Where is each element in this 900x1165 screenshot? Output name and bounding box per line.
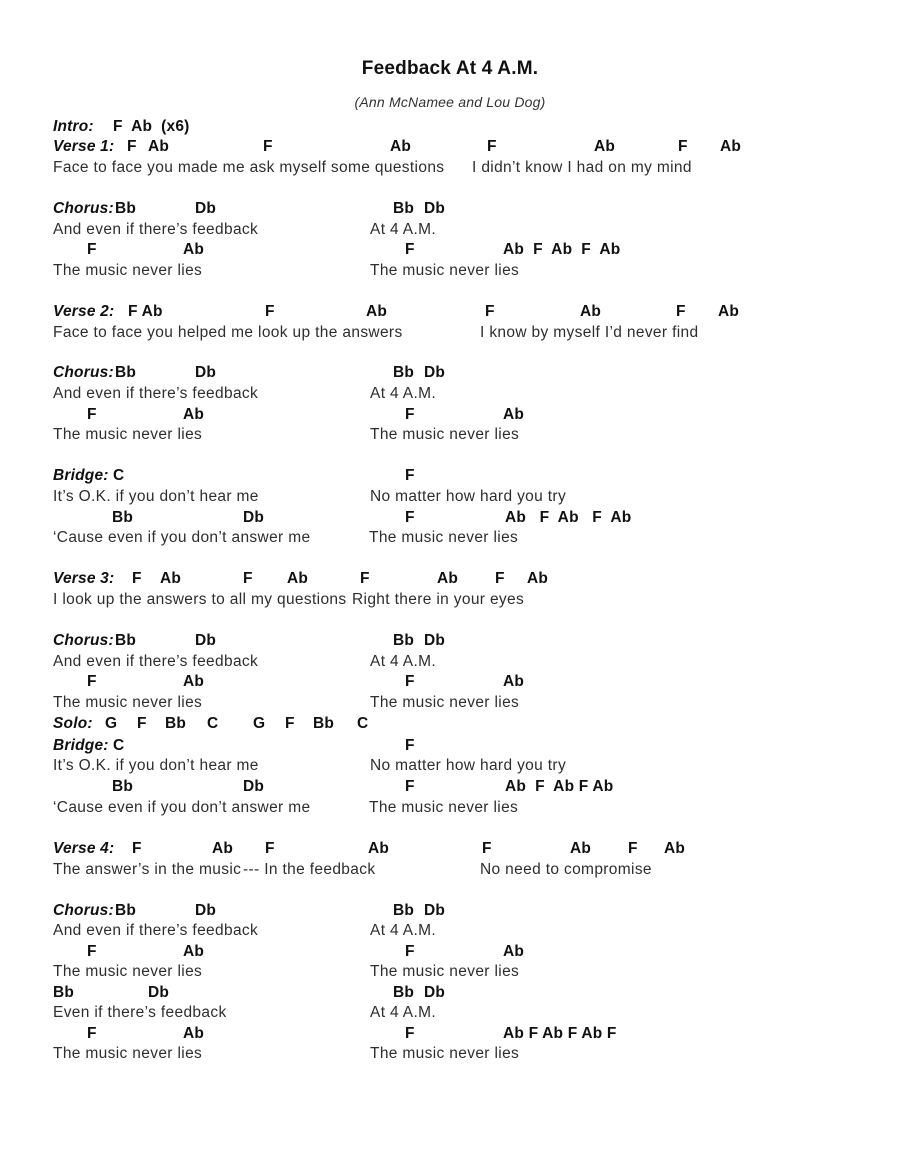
chord-text: F [87, 406, 97, 423]
chord-text: Ab [527, 570, 549, 587]
chord-text: Bb [115, 364, 137, 381]
chord-text: Ab [183, 1025, 205, 1042]
lyric-text: I look up the answers to all my questions [53, 591, 347, 608]
lyric-text: I didn’t know I had on my mind [472, 159, 692, 176]
song-line [0, 384, 900, 405]
chord-text: F [495, 570, 505, 587]
chord-text: F [87, 943, 97, 960]
chord-text: F [485, 303, 495, 320]
chord-text: Ab F Ab F Ab [505, 778, 614, 795]
song-line [0, 590, 900, 611]
song-line [0, 860, 900, 881]
section-label: Verse 4: [53, 840, 115, 857]
lyric-text: It’s O.K. if you don’t hear me [53, 757, 259, 774]
chord-text: Ab [366, 303, 388, 320]
chord-text: Db [424, 902, 446, 919]
chord-text: Bb [115, 902, 137, 919]
song-line [0, 942, 900, 963]
section-label: Chorus: [53, 632, 114, 649]
song-line [0, 1003, 900, 1024]
chord-text: F [405, 509, 415, 526]
lyric-text: At 4 A.M. [370, 385, 437, 402]
chord-text: Ab [183, 241, 205, 258]
song-line [0, 901, 900, 922]
song-line [0, 693, 900, 714]
chord-text: F [265, 840, 275, 857]
chord-text: Ab [503, 943, 525, 960]
chord-text: Ab [570, 840, 592, 857]
chord-text: C [113, 467, 125, 484]
chord-text: Bb [393, 632, 415, 649]
chord-text: Ab [720, 138, 742, 155]
chord-text: Ab [368, 840, 390, 857]
chord-text: Ab [503, 673, 525, 690]
chord-text: Bb [393, 200, 415, 217]
lyric-text: And even if there’s feedback [53, 221, 259, 238]
chord-text: G [253, 715, 266, 732]
chord-text: Db [424, 200, 446, 217]
lyric-text: ‘Cause even if you don’t answer me [53, 529, 311, 546]
chord-text: F [628, 840, 638, 857]
song-line [0, 302, 900, 323]
song-line [0, 798, 900, 819]
song-line [0, 158, 900, 179]
section-label: Verse 3: [53, 570, 115, 587]
chord-text: Bb [393, 984, 415, 1001]
lyric-text: And even if there’s feedback [53, 922, 259, 939]
lyric-text: Even if there’s feedback [53, 1004, 227, 1021]
chord-text: F [405, 241, 415, 258]
lyric-text: The music never lies [53, 262, 203, 279]
lyric-text: At 4 A.M. [370, 653, 437, 670]
chord-text: Db [195, 364, 217, 381]
chord-text: Db [424, 632, 446, 649]
chord-text: Bb [115, 200, 137, 217]
song-line [0, 631, 900, 652]
chord-text: C [207, 715, 219, 732]
chord-text: Ab [503, 406, 525, 423]
song-line [0, 983, 900, 1004]
chord-text: F [263, 138, 273, 155]
chord-text: F [127, 138, 137, 155]
chord-text: F [285, 715, 295, 732]
song-credits: (Ann McNamee and Lou Dog) [354, 94, 546, 110]
chord-text: Bb [393, 364, 415, 381]
chord-text: Ab [390, 138, 412, 155]
chord-text: Db [148, 984, 170, 1001]
chord-text: F [482, 840, 492, 857]
song-line [0, 220, 900, 241]
song-line [0, 962, 900, 983]
song-line [0, 508, 900, 529]
chord-text: Ab [437, 570, 459, 587]
chord-text: Ab [212, 840, 234, 857]
chord-text: F Ab [128, 303, 163, 320]
lyric-text: The music never lies [369, 799, 519, 816]
lyric-text: The music never lies [370, 1045, 520, 1062]
section-label: Verse 1: [53, 138, 115, 155]
lyric-text: Right there in your eyes [352, 591, 525, 608]
chord-text: Ab [594, 138, 616, 155]
lyric-text: At 4 A.M. [370, 922, 437, 939]
song-line [0, 569, 900, 590]
chord-text: Ab [160, 570, 182, 587]
chord-text: F [87, 241, 97, 258]
chord-text: Bb [53, 984, 75, 1001]
lyric-text: It’s O.K. if you don’t hear me [53, 488, 259, 505]
lyric-text: The music never lies [369, 529, 519, 546]
chord-text: F [405, 1025, 415, 1042]
lyric-text: The music never lies [53, 426, 203, 443]
lyric-text: Face to face you made me ask myself some questions [53, 159, 445, 176]
lyric-text: Face to face you helped me look up the answers [53, 324, 403, 341]
chord-text: F [137, 715, 147, 732]
song-line [0, 137, 900, 158]
section-label: Bridge: [53, 737, 109, 754]
chord-text: Bb [112, 778, 134, 795]
chord-text: F [405, 943, 415, 960]
lyric-text: The music never lies [53, 963, 203, 980]
chord-text: Ab [148, 138, 170, 155]
chord-text: F [243, 570, 253, 587]
chord-text: Ab F Ab F Ab F [503, 1025, 617, 1042]
chord-text: F [405, 406, 415, 423]
song-line [0, 425, 900, 446]
chord-text: F [132, 840, 142, 857]
chord-text: F [87, 1025, 97, 1042]
chord-text: F [405, 737, 415, 754]
chord-text: Bb [393, 902, 415, 919]
chord-text: Bb [313, 715, 335, 732]
section-label: Solo: [53, 715, 93, 732]
chord-text: F [405, 467, 415, 484]
lyric-text: No matter how hard you try [370, 488, 567, 505]
song-line [0, 756, 900, 777]
chord-text: Ab [183, 673, 205, 690]
song-line [0, 466, 900, 487]
lyric-text: And even if there’s feedback [53, 653, 259, 670]
chord-text: F [678, 138, 688, 155]
chord-text: Ab F Ab F Ab [505, 509, 632, 526]
chord-text: Db [243, 509, 265, 526]
lyric-text: I know by myself I’d never find [480, 324, 699, 341]
song-line [0, 921, 900, 942]
song-line [0, 1044, 900, 1065]
chord-text: F [676, 303, 686, 320]
chord-text: C [113, 737, 125, 754]
chord-text: Ab [664, 840, 686, 857]
chord-text: Db [424, 984, 446, 1001]
chord-text: F [132, 570, 142, 587]
lyric-text: The music never lies [370, 262, 520, 279]
song-line [0, 528, 900, 549]
song-line [0, 240, 900, 261]
lyric-text: At 4 A.M. [370, 221, 437, 238]
chord-text: F [360, 570, 370, 587]
chord-text: Db [424, 364, 446, 381]
lyric-text: The music never lies [53, 694, 203, 711]
chord-text: Ab [580, 303, 602, 320]
lyric-text: And even if there’s feedback [53, 385, 259, 402]
song-line [0, 363, 900, 384]
chord-text: F Ab (x6) [113, 118, 190, 135]
chord-text: F [405, 778, 415, 795]
song-line [0, 672, 900, 693]
song-line [0, 736, 900, 757]
lyric-text: The music never lies [370, 963, 520, 980]
song-line [0, 777, 900, 798]
lyric-text: No need to compromise [480, 861, 652, 878]
song-line [0, 652, 900, 673]
lyric-text: --- In the feedback [243, 861, 376, 878]
lyric-text: The music never lies [370, 426, 520, 443]
song-line [0, 405, 900, 426]
song-line [0, 323, 900, 344]
chord-text: Db [195, 200, 217, 217]
lyric-text: The music never lies [53, 1045, 203, 1062]
song-line [0, 839, 900, 860]
song-line [0, 487, 900, 508]
chord-text: Ab [718, 303, 740, 320]
chord-text: Bb [115, 632, 137, 649]
song-line [0, 714, 900, 735]
chord-text: Bb [165, 715, 187, 732]
section-label: Bridge: [53, 467, 109, 484]
chord-text: Bb [112, 509, 134, 526]
chord-text: F [405, 673, 415, 690]
chord-text: Db [195, 632, 217, 649]
section-label: Intro: [53, 118, 94, 135]
song-line [0, 261, 900, 282]
section-label: Chorus: [53, 364, 114, 381]
chord-text: Ab [287, 570, 309, 587]
section-label: Verse 2: [53, 303, 115, 320]
song-line [0, 117, 900, 138]
chord-text: F [487, 138, 497, 155]
lyric-text: ‘Cause even if you don’t answer me [53, 799, 311, 816]
lyric-text: The answer’s in the music [53, 861, 242, 878]
chord-text: Ab F Ab F Ab [503, 241, 621, 258]
chord-text: Db [195, 902, 217, 919]
song-line [0, 1024, 900, 1045]
chord-text: Ab [183, 943, 205, 960]
section-label: Chorus: [53, 200, 114, 217]
chord-text: Ab [183, 406, 205, 423]
chord-text: F [265, 303, 275, 320]
song-line [0, 199, 900, 220]
section-label: Chorus: [53, 902, 114, 919]
song-title: Feedback At 4 A.M. [361, 58, 539, 79]
lyric-text: At 4 A.M. [370, 1004, 437, 1021]
lyric-text: The music never lies [370, 694, 520, 711]
chord-text: G [105, 715, 118, 732]
lyric-text: No matter how hard you try [370, 757, 567, 774]
chord-text: Db [243, 778, 265, 795]
chord-text: F [87, 673, 97, 690]
chord-text: C [357, 715, 369, 732]
